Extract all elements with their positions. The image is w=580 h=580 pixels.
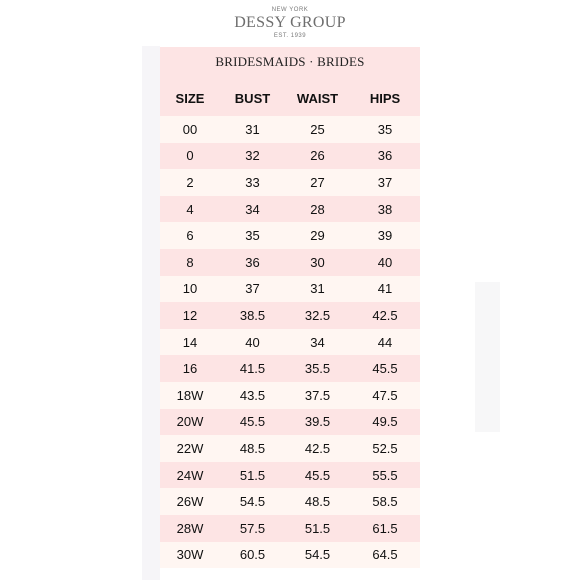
- cell-bust: 32: [245, 148, 260, 164]
- cell-waist: 45.5: [304, 467, 331, 483]
- cell-size: 0: [186, 148, 194, 164]
- header-size: SIZE: [175, 90, 205, 106]
- cell-waist: 28: [310, 201, 325, 217]
- cell-hips: 41: [377, 281, 393, 297]
- cell-size: 14: [182, 334, 198, 350]
- cell-bust: 34: [245, 201, 260, 217]
- cell-hips: 44: [377, 334, 393, 350]
- brand-established: EST. 1939: [273, 33, 307, 39]
- cell-bust: 48.5: [239, 440, 266, 456]
- cell-bust: 36: [245, 254, 260, 270]
- cell-size: 18W: [176, 387, 204, 403]
- cell-hips: 47.5: [372, 387, 398, 403]
- cell-bust: 40: [245, 334, 260, 350]
- cell-waist: 51.5: [304, 520, 331, 536]
- cell-hips: 55.5: [372, 467, 398, 483]
- table-body: [160, 116, 420, 568]
- cell-waist: 48.5: [304, 494, 331, 510]
- cell-waist: 37.5: [304, 387, 331, 403]
- header-hips: HIPS: [369, 90, 401, 106]
- cell-bust: 33: [245, 174, 260, 190]
- cell-waist: 35.5: [304, 361, 331, 377]
- brand-location: NEW YORK: [271, 7, 309, 13]
- cell-size: 22W: [176, 440, 204, 456]
- table-row: [160, 409, 420, 436]
- table-row: [160, 196, 420, 223]
- table-row: [160, 143, 420, 170]
- right-margin-panel: [475, 282, 500, 432]
- table-header: [160, 80, 420, 116]
- cell-bust: 38.5: [239, 307, 266, 323]
- cell-size: 4: [186, 201, 194, 217]
- cell-size: 16: [182, 361, 198, 377]
- cell-waist: 34: [310, 334, 325, 350]
- cell-bust: 31: [245, 121, 260, 137]
- header-bust: BUST: [234, 90, 271, 106]
- cell-hips: 37: [377, 174, 393, 190]
- table-row: [160, 276, 420, 303]
- cell-hips: 42.5: [372, 307, 398, 323]
- table-row: [160, 515, 420, 542]
- cell-size: 24W: [176, 467, 204, 483]
- cell-bust: 45.5: [239, 414, 266, 430]
- cell-bust: 41.5: [239, 361, 266, 377]
- size-chart: [160, 47, 420, 580]
- cell-bust: 54.5: [239, 494, 266, 510]
- cell-hips: 40: [377, 254, 393, 270]
- cell-size: 6: [186, 228, 194, 244]
- table-row: [160, 302, 420, 329]
- cell-bust: 57.5: [239, 520, 266, 536]
- table-row: [160, 329, 420, 356]
- cell-size: 8: [186, 254, 194, 270]
- cell-size: 30W: [176, 547, 204, 563]
- cell-waist: 26: [310, 148, 325, 164]
- left-margin-panel: [142, 46, 160, 580]
- cell-size: 00: [182, 121, 198, 137]
- cell-waist: 31: [310, 281, 325, 297]
- cell-hips: 35: [377, 121, 393, 137]
- cell-size: 10: [182, 281, 198, 297]
- table-row: [160, 222, 420, 249]
- cell-hips: 36: [377, 148, 393, 164]
- cell-hips: 52.5: [372, 440, 398, 456]
- header-waist: WAIST: [296, 90, 339, 106]
- cell-size: 20W: [176, 414, 204, 430]
- cell-size: 2: [186, 174, 194, 190]
- cell-size: 26W: [176, 494, 204, 510]
- cell-hips: 49.5: [372, 414, 398, 430]
- table-row: [160, 542, 420, 569]
- cell-hips: 58.5: [372, 494, 398, 510]
- cell-hips: 38: [377, 201, 393, 217]
- cell-waist: 39.5: [304, 414, 331, 430]
- size-chart-title: BRIDESMAIDS · BRIDES: [160, 47, 420, 80]
- table-row: [160, 169, 420, 196]
- table-row: [160, 116, 420, 143]
- cell-hips: 64.5: [372, 547, 398, 563]
- cell-waist: 29: [310, 228, 325, 244]
- cell-waist: 54.5: [304, 547, 331, 563]
- cell-waist: 30: [310, 254, 325, 270]
- table-row: [160, 382, 420, 409]
- cell-waist: 42.5: [304, 440, 331, 456]
- brand-name: DESSY GROUP: [234, 14, 346, 31]
- cell-bust: 60.5: [239, 547, 266, 563]
- cell-waist: 32.5: [304, 307, 331, 323]
- cell-hips: 39: [377, 228, 393, 244]
- cell-bust: 51.5: [239, 467, 266, 483]
- cell-bust: 43.5: [239, 387, 266, 403]
- table-row: [160, 435, 420, 462]
- table-row: [160, 462, 420, 489]
- table-row: [160, 249, 420, 276]
- cell-hips: 45.5: [372, 361, 398, 377]
- cell-bust: 37: [245, 281, 260, 297]
- cell-waist: 25: [310, 121, 325, 137]
- cell-waist: 27: [310, 174, 325, 190]
- brand-logo: [0, 6, 580, 40]
- cell-bust: 35: [245, 228, 260, 244]
- cell-size: 28W: [176, 520, 204, 536]
- cell-hips: 61.5: [372, 520, 398, 536]
- cell-size: 12: [182, 307, 198, 323]
- table-row: [160, 488, 420, 515]
- table-row: [160, 355, 420, 382]
